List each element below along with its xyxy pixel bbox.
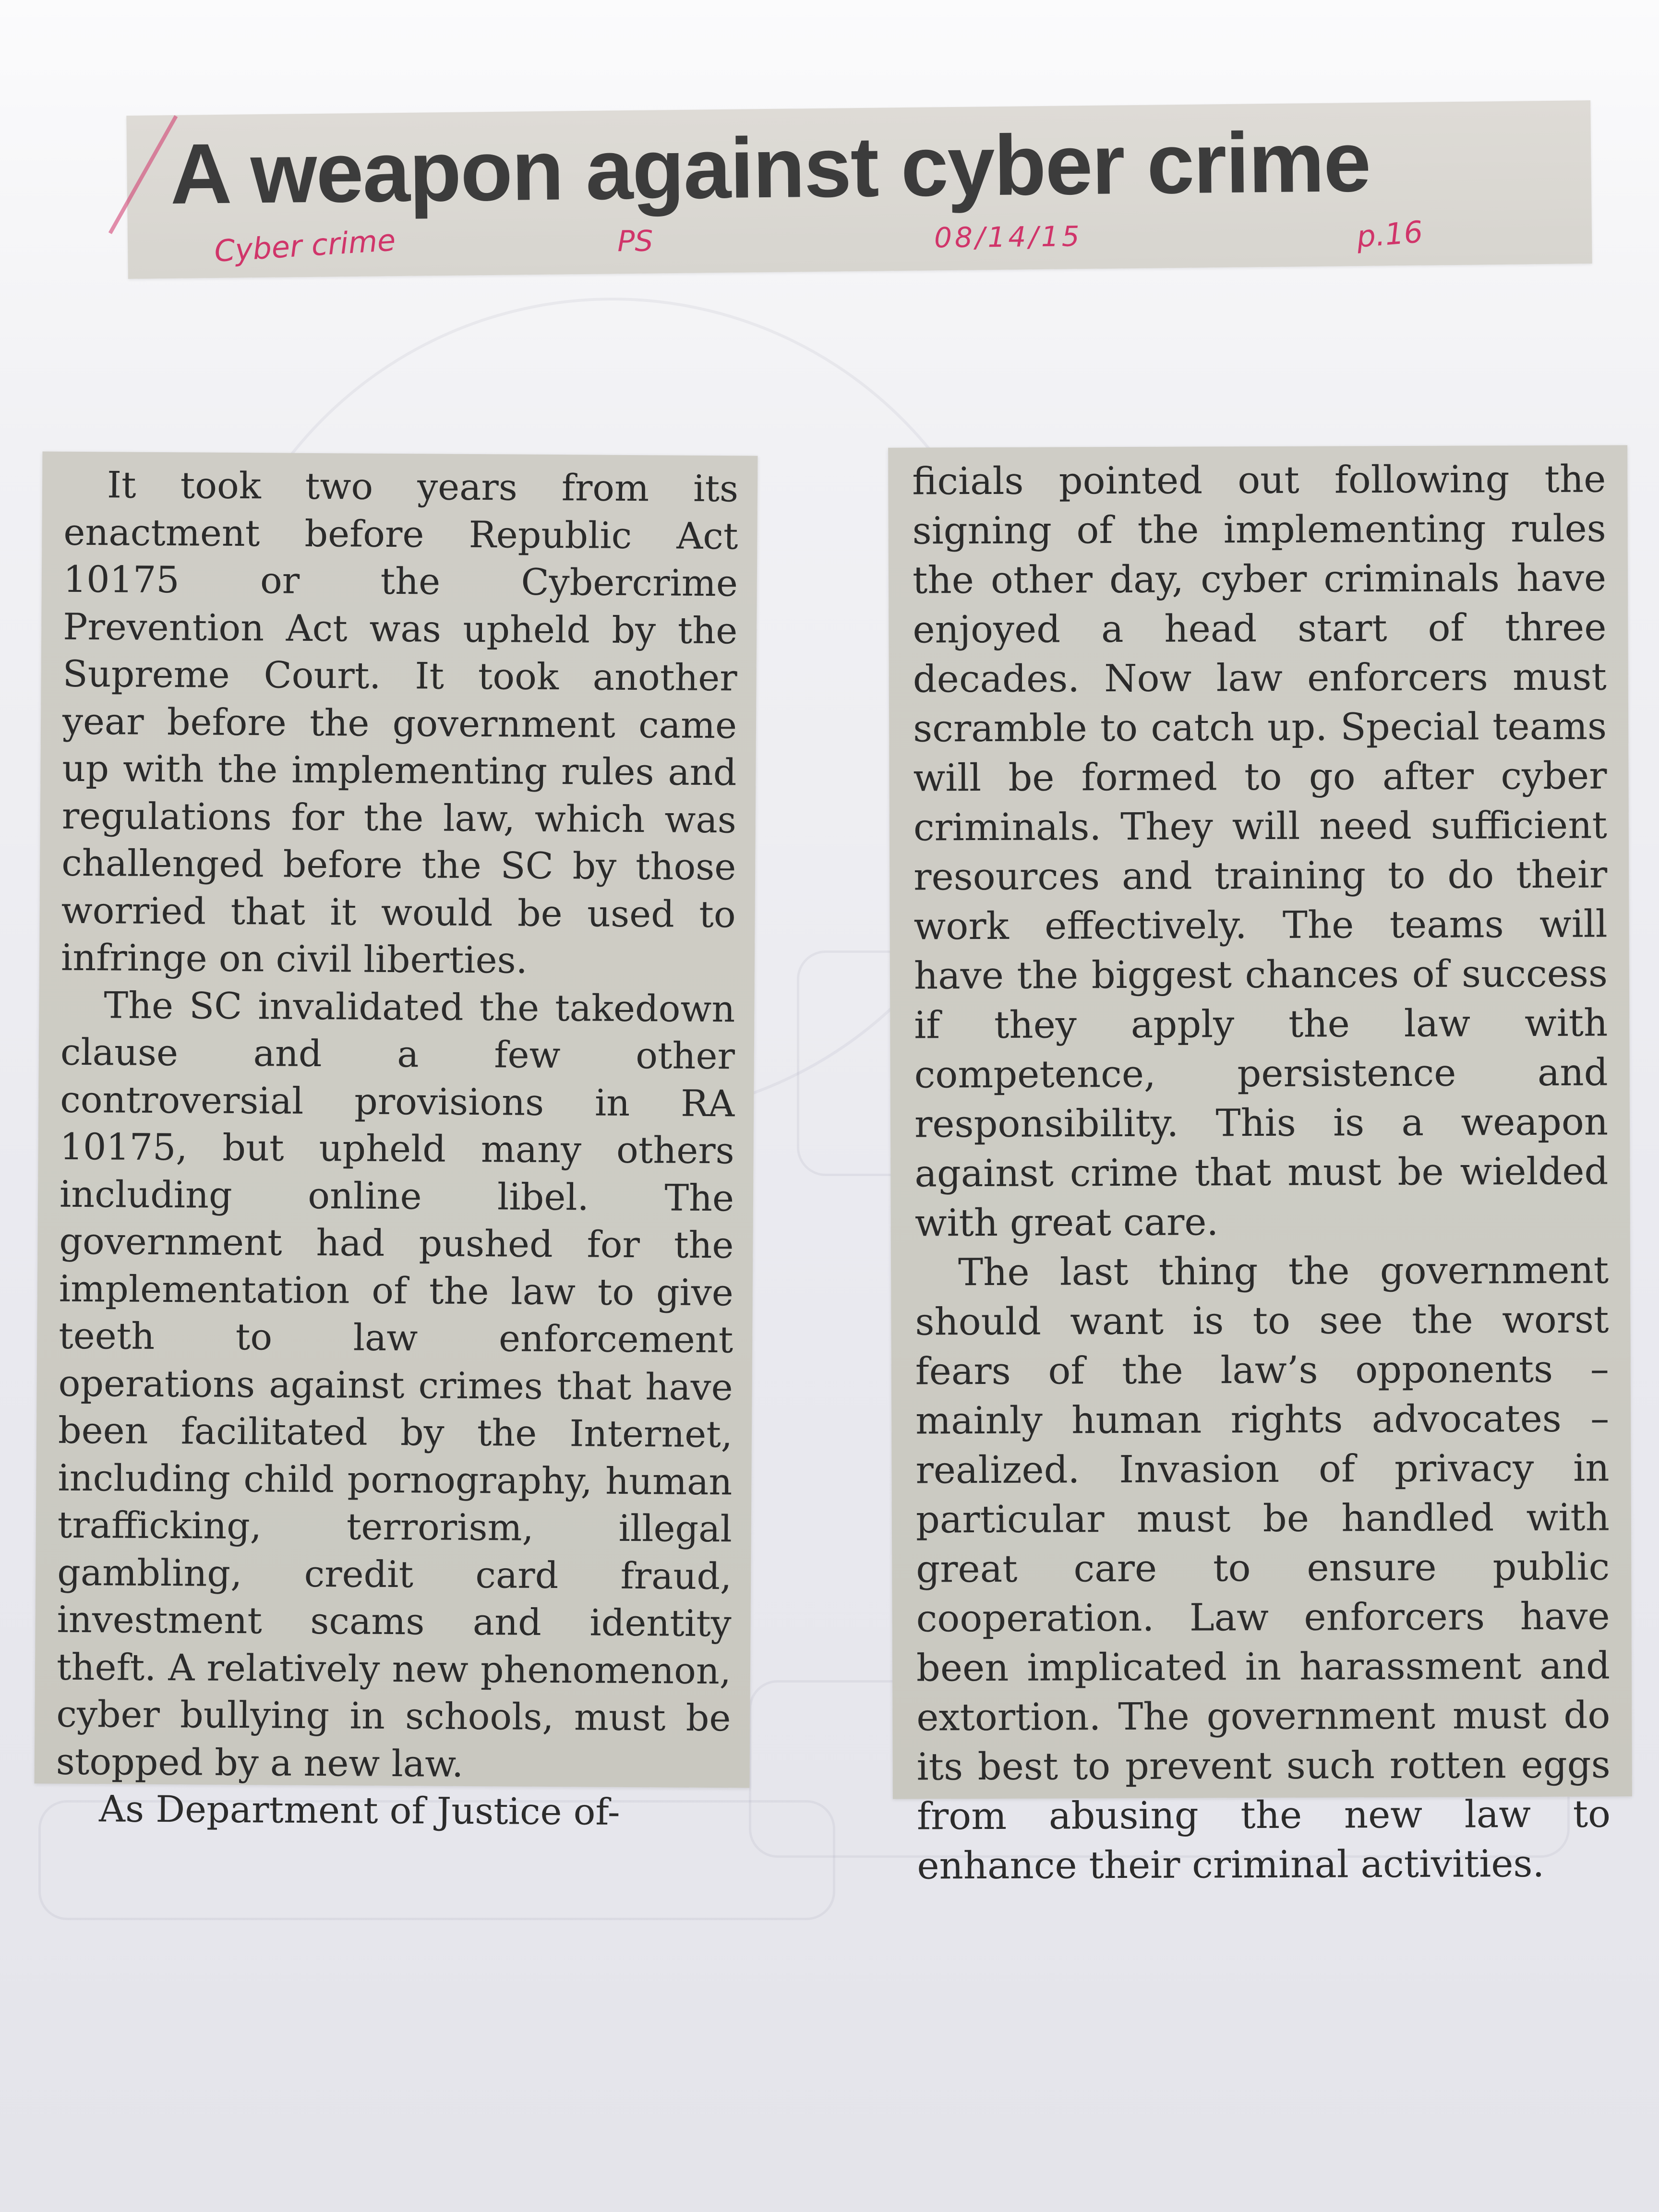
handwritten-page-note: p.16 — [1355, 214, 1424, 254]
column-text — [912, 455, 1611, 1891]
paragraph: The last thing the government should want is to see the worst fears of the law’s opponents – mainly human rights advocates – realized. Invasion of privacy in particular must be handled with great care to ensure public cooperation. Law enforcers have been implicated in harassment and extortion. The government must do its best to prevent such rotten eggs from abusing the new law to enhance their criminal activities. — [915, 1249, 1611, 1888]
paragraph: The SC invalidated the takedown clause and a few other controversial provisions in RA 10175, but upheld many others including online libel. The government had pushed for the implementation of the law to give teeth to law enforcement operations against crimes that have been facilitated by the Internet, including child pornography, human trafficking, terrorism, illegal gambling, credit card fraud, investment scams and identity theft. A relatively new phenomenon, cyber bullying in schools, must be stopped by a new law. — [56, 983, 735, 1785]
handwritten-initials-note: PS — [617, 224, 653, 259]
handwritten-topic-note: Cyber crime — [213, 222, 397, 269]
handwritten-slash-mark — [108, 115, 178, 234]
headline-clipping — [126, 100, 1592, 279]
column-text — [56, 461, 738, 1837]
article-column-left — [35, 451, 758, 1833]
article-headline: A weapon against cyber crime — [169, 113, 1371, 222]
paragraph: As Department of Justice of- — [98, 1787, 620, 1833]
article-column-right — [888, 445, 1632, 1888]
paragraph: ficials pointed out following the signing of the implementing rules the other day, cyber criminals have enjoyed a head start of three decades. Now law enforcers must scramble to catch up. Special teams will be formed to go after cyber criminals. They will need sufficient resources and training to do their work effectively. The teams will have the biggest chances of success if they apply the law with competence, persistence and responsibility. This is a weapon against crime that must be wielded with great care. — [912, 457, 1609, 1245]
paragraph: It took two years from its enactment before Republic Act 10175 or the Cybercrime Prevention Act was upheld by the Supreme Court. It took another year before the government came up with the implementing rules and regulations for the law, which was challenged before the SC by those worried that it would be used to infringe on civil liberties. — [60, 463, 739, 982]
handwritten-date-note: 08/14/15 — [934, 220, 1082, 254]
